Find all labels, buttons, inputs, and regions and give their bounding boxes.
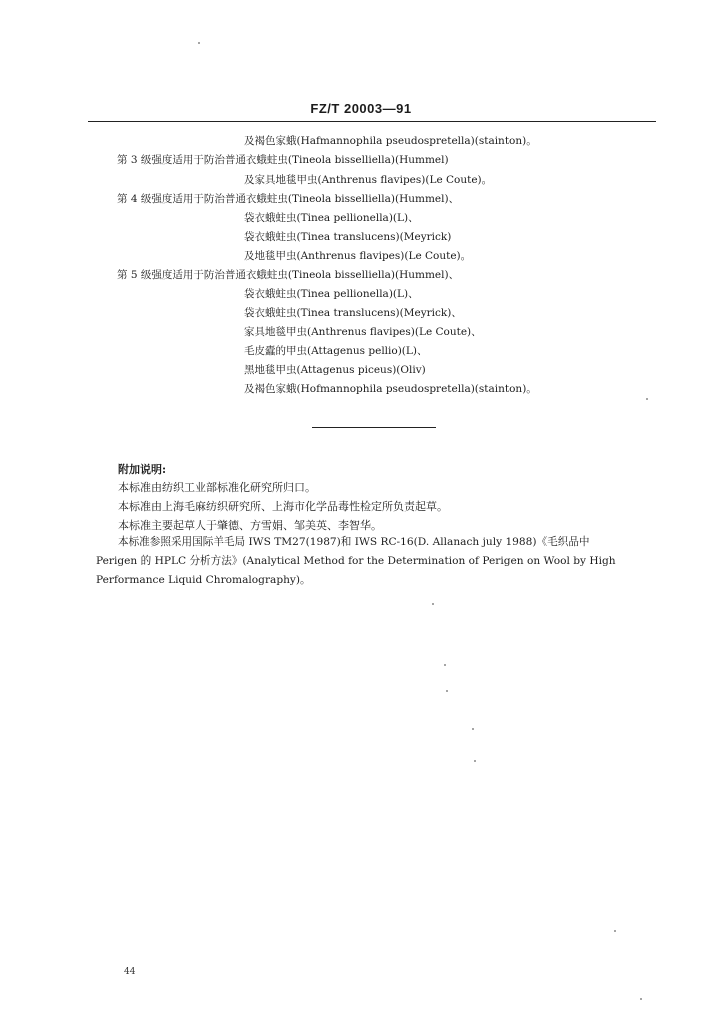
- classification-line: 及褐色家蛾(Hafmannophila pseudospretella)(stainton)。: [244, 135, 537, 147]
- classification-line: 黑地毯甲虫(Attagenus piceus)(Oliv): [244, 364, 426, 376]
- scan-speck: [472, 728, 474, 730]
- scan-speck: [432, 603, 434, 605]
- header-rule: [88, 121, 656, 122]
- classification-line: 袋衣蛾蛀虫(Tinea translucens)(Meyrick): [244, 231, 452, 243]
- classification-line: 及褐色家蛾(Hofmannophila pseudospretella)(stainton)。: [244, 383, 537, 395]
- classification-line: 及家具地毯甲虫(Anthrenus flavipes)(Le Coute)。: [244, 174, 493, 186]
- scan-speck: [446, 690, 448, 692]
- classification-line: 家具地毯甲虫(Anthrenus flavipes)(Le Coute)、: [244, 326, 482, 338]
- standard-header: FZ/T 20003—91: [310, 101, 412, 116]
- classification-line: 及地毯甲虫(Anthrenus flavipes)(Le Coute)。: [244, 250, 472, 262]
- note-line: Performance Liquid Chromalography)。: [96, 574, 311, 586]
- section-separator: [312, 427, 436, 428]
- scan-speck: [198, 42, 200, 44]
- note-line: 本标准由上海毛麻纺织研究所、上海市化学品毒性检定所负责起草。: [118, 500, 448, 513]
- note-line: 本标准由纺织工业部标准化研究所归口。: [118, 481, 316, 494]
- note-line: 本标准参照采用国际羊毛局 IWS TM27(1987)和 IWS RC-16(D. Allanach july 1988)《毛织品中: [118, 536, 590, 548]
- scan-speck: [640, 998, 642, 1000]
- scan-speck: [444, 664, 446, 666]
- page-number: 44: [124, 967, 136, 977]
- classification-line: 第 3 级强度适用于防治普通衣蛾蛀虫(Tineola bisselliella)(Hummel): [117, 154, 449, 166]
- scan-speck: [646, 398, 648, 400]
- classification-line: 袋衣蛾蛀虫(Tinea pellionella)(L)、: [244, 288, 419, 300]
- classification-line: 毛皮蠹的甲虫(Attagenus pellio)(L)、: [244, 345, 428, 357]
- scan-speck: [614, 930, 616, 932]
- scan-speck: [474, 760, 476, 762]
- classification-line: 袋衣蛾蛀虫(Tinea translucens)(Meyrick)、: [244, 307, 462, 319]
- notes-title: 附加说明:: [118, 463, 167, 476]
- classification-line: 袋衣蛾蛀虫(Tinea pellionella)(L)、: [244, 212, 419, 224]
- classification-line: 第 4 级强度适用于防治普通衣蛾蛀虫(Tineola bisselliella)(Hummel)、: [117, 193, 460, 205]
- note-line: 本标准主要起草人于肇德、方雪娟、邹美英、李智华。: [118, 519, 382, 532]
- classification-line: 第 5 级强度适用于防治普通衣蛾蛀虫(Tineola bisselliella)(Hummel)、: [117, 269, 460, 281]
- note-line: Perigen 的 HPLC 分析方法》(Analytical Method for the Determination of Perigen on Wool by High: [96, 555, 616, 567]
